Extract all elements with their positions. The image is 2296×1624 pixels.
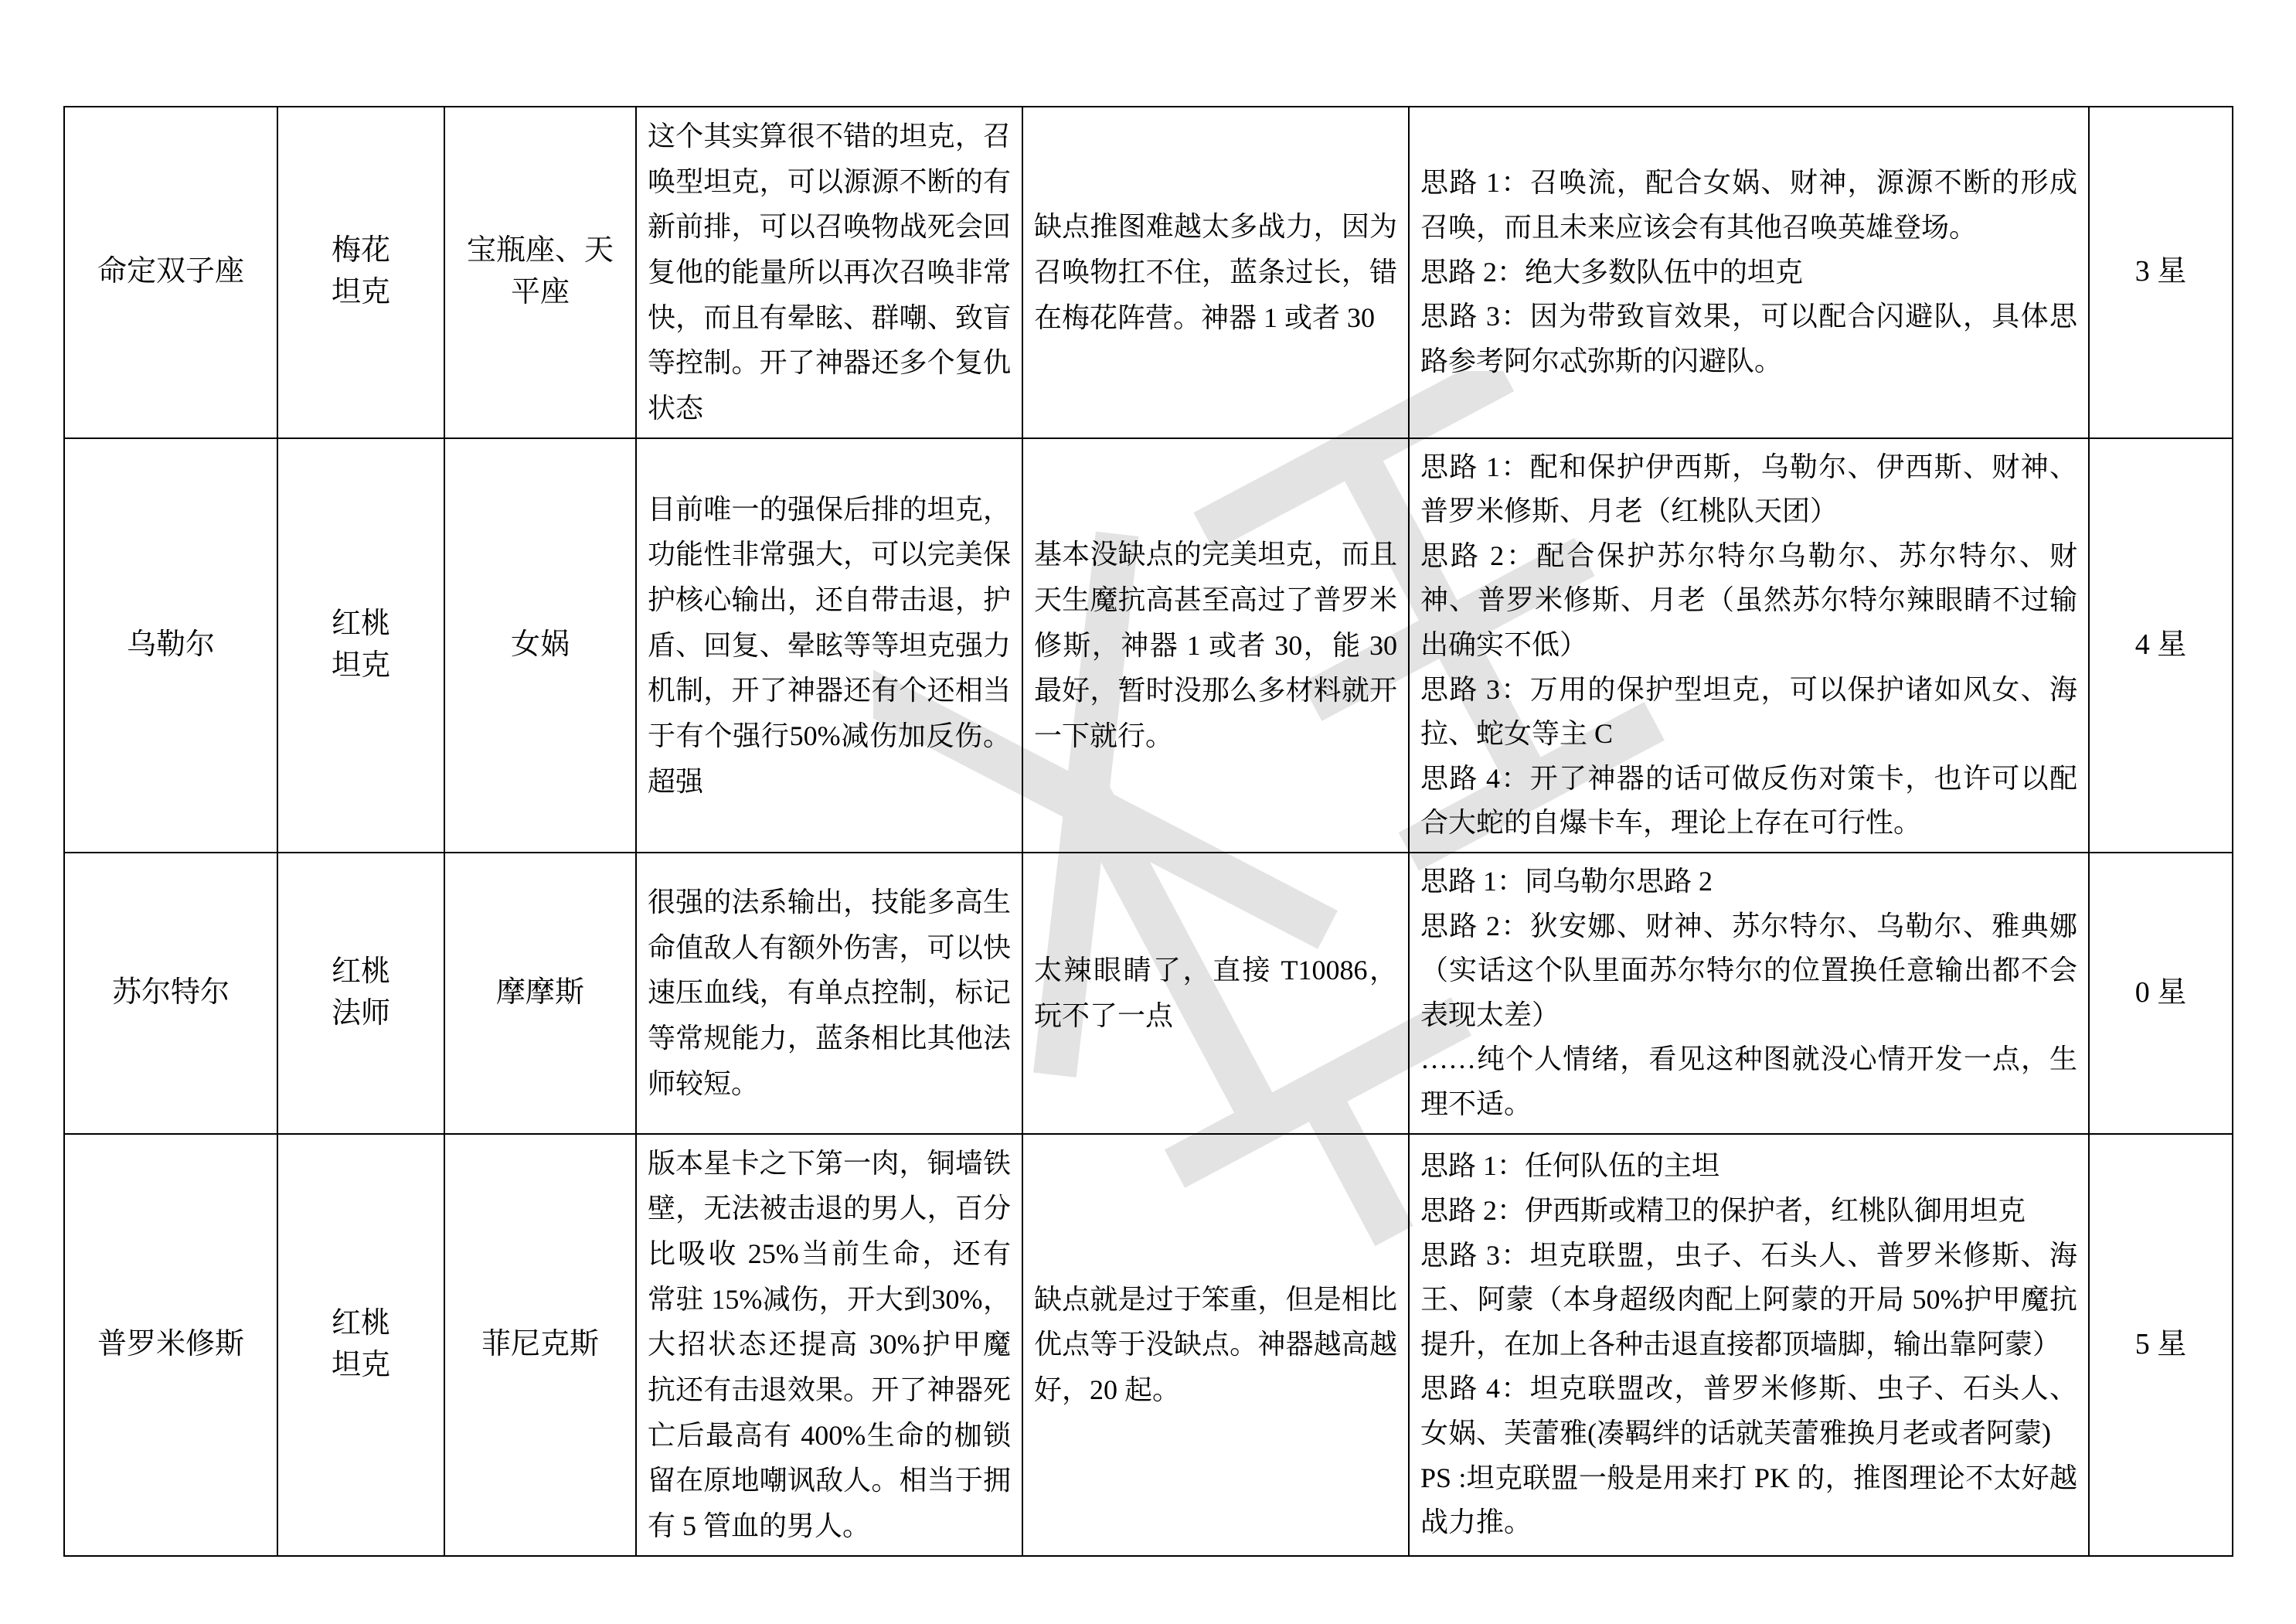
plan-item: 思路 2：绝大多数队伍中的坦克 (1420, 256, 1804, 288)
plan-item: ……纯个人情绪，看见这种图就没心情开发一点，生理不适。 (1420, 1044, 2077, 1120)
hero-comparison-table (63, 106, 2233, 1557)
hero-weakness: 缺点就是过于笨重，但是相比优点等于没缺点。神器越高越好，20 起。 (1022, 1134, 1409, 1556)
plan-item: 思路 4：开了神器的话可做反伤对策卡，也许可以配合大蛇的自爆卡车，理论上存在可行性。 (1420, 762, 2077, 839)
hero-faction (277, 438, 444, 853)
hero-faction (277, 1134, 444, 1556)
plan-item: 思路 4：坦克联盟改，普罗米修斯、虫子、石头人、女娲、芙蕾雅(凑羁绊的话就芙蕾雅换月老或者阿蒙) (1420, 1373, 2077, 1449)
plan-item: 思路 3：坦克联盟，虫子、石头人、普罗米修斯、海王、阿蒙（本身超级肉配上阿蒙的开局 50%护甲魔抗提升，在加上各种击退直接都顶墙脚，输出靠阿蒙） (1420, 1239, 2077, 1360)
hero-name: 普罗米修斯 (64, 1134, 277, 1556)
plan-item: 思路 3：因为带致盲效果，可以配合闪避队，具体思路参考阿尔忒弥斯的闪避队。 (1420, 301, 2077, 376)
plan-item: PS :坦克联盟一般是用来打 PK 的，推图理论不太好越战力推。 (1420, 1462, 2077, 1538)
plan-item: 思路 3：万用的保护型坦克，可以保护诸如风女、海拉、蛇女等主 C (1420, 673, 2077, 750)
table-row (64, 438, 2233, 853)
hero-faction (277, 853, 444, 1134)
hero-artifact: 宝瓶座、天平座 (444, 107, 636, 438)
hero-plans (1409, 853, 2089, 1134)
plan-item: 思路 1：同乌勒尔思路 2 (1420, 866, 1713, 897)
hero-artifact: 摩摩斯 (444, 853, 636, 1134)
faction-line-1: 红桃 (331, 607, 390, 640)
hero-weakness: 基本没缺点的完美坦克，而且天生魔抗高甚至高过了普罗米修斯，神器 1 或者 30，能 30 最好，暂时没那么多材料就开一下就行。 (1022, 438, 1409, 853)
hero-star-rating: 5 星 (2089, 1134, 2233, 1556)
hero-star-rating: 3 星 (2089, 107, 2233, 438)
faction-line-1: 梅花 (331, 234, 390, 267)
plan-item: 思路 1：召唤流，配合女娲、财神，源源不断的形成召唤，而且未来应该会有其他召唤英雄登场。 (1420, 167, 2077, 243)
faction-line-1: 红桃 (331, 955, 390, 988)
plan-item: 思路 1：任何队伍的主坦 (1420, 1150, 1720, 1182)
hero-description: 版本星卡之下第一肉，铜墙铁壁，无法被击退的男人，百分比吸收 25%当前生命，还有常驻 15%减伤，开大到30%，大招状态还提高 30%护甲魔抗还有击退效果。开了神器死亡后最高有 400%生命的枷锁留在原地嘲讽敌人。相当于拥有 5 管血的男人。 (636, 1134, 1022, 1556)
hero-name: 苏尔特尔 (64, 853, 277, 1134)
hero-name: 命定双子座 (64, 107, 277, 438)
hero-artifact: 菲尼克斯 (444, 1134, 636, 1556)
plan-item: 思路 1：配和保护伊西斯，乌勒尔、伊西斯、财神、普罗米修斯、月老（红桃队天团） (1420, 451, 2077, 527)
hero-plans (1409, 1134, 2089, 1556)
hero-description: 这个其实算很不错的坦克，召唤型坦克，可以源源不断的有新前排，可以召唤物战死会回复他的能量所以再次召唤非常快，而且有晕眩、群嘲、致盲等控制。开了神器还多个复仇状态 (636, 107, 1022, 438)
hero-plans (1409, 438, 2089, 853)
faction-line-2: 坦克 (331, 1348, 390, 1381)
table-row (64, 853, 2233, 1134)
hero-weakness: 缺点推图难越太多战力，因为召唤物扛不住，蓝条过长，错在梅花阵营。神器 1 或者 30 (1022, 107, 1409, 438)
plan-item: 思路 2：狄安娜、财神、苏尔特尔、乌勒尔、雅典娜（实话这个队里面苏尔特尔的位置换任意输出都不会表现太差） (1420, 910, 2077, 1030)
table-body (64, 107, 2233, 1556)
plan-item: 思路 2：配合保护苏尔特尔乌勒尔、苏尔特尔、财神、普罗米修斯、月老（虽然苏尔特尔辣眼睛不过输出确实不低） (1420, 540, 2077, 661)
plan-item: 思路 2：伊西斯或精卫的保护者，红桃队御用坦克 (1420, 1195, 2026, 1227)
hero-star-rating: 0 星 (2089, 853, 2233, 1134)
hero-name: 乌勒尔 (64, 438, 277, 853)
hero-star-rating: 4 星 (2089, 438, 2233, 853)
faction-line-1: 红桃 (331, 1306, 390, 1340)
faction-line-2: 坦克 (331, 649, 390, 682)
faction-line-2: 法师 (331, 996, 390, 1030)
table-row (64, 1134, 2233, 1556)
hero-description: 很强的法系输出，技能多高生命值敌人有额外伤害，可以快速压血线，有单点控制，标记等常规能力，蓝条相比其他法师较短。 (636, 853, 1022, 1134)
hero-plans (1409, 107, 2089, 438)
table-row (64, 107, 2233, 438)
hero-artifact: 女娲 (444, 438, 636, 853)
hero-description: 目前唯一的强保后排的坦克，功能性非常强大，可以完美保护核心输出，还自带击退，护盾、回复、晕眩等等坦克强力机制，开了神器还有个还相当于有个强行50%减伤加反伤。超强 (636, 438, 1022, 853)
hero-faction (277, 107, 444, 438)
faction-line-2: 坦克 (331, 276, 390, 309)
hero-weakness: 太辣眼睛了，直接 T10086，玩不了一点 (1022, 853, 1409, 1134)
